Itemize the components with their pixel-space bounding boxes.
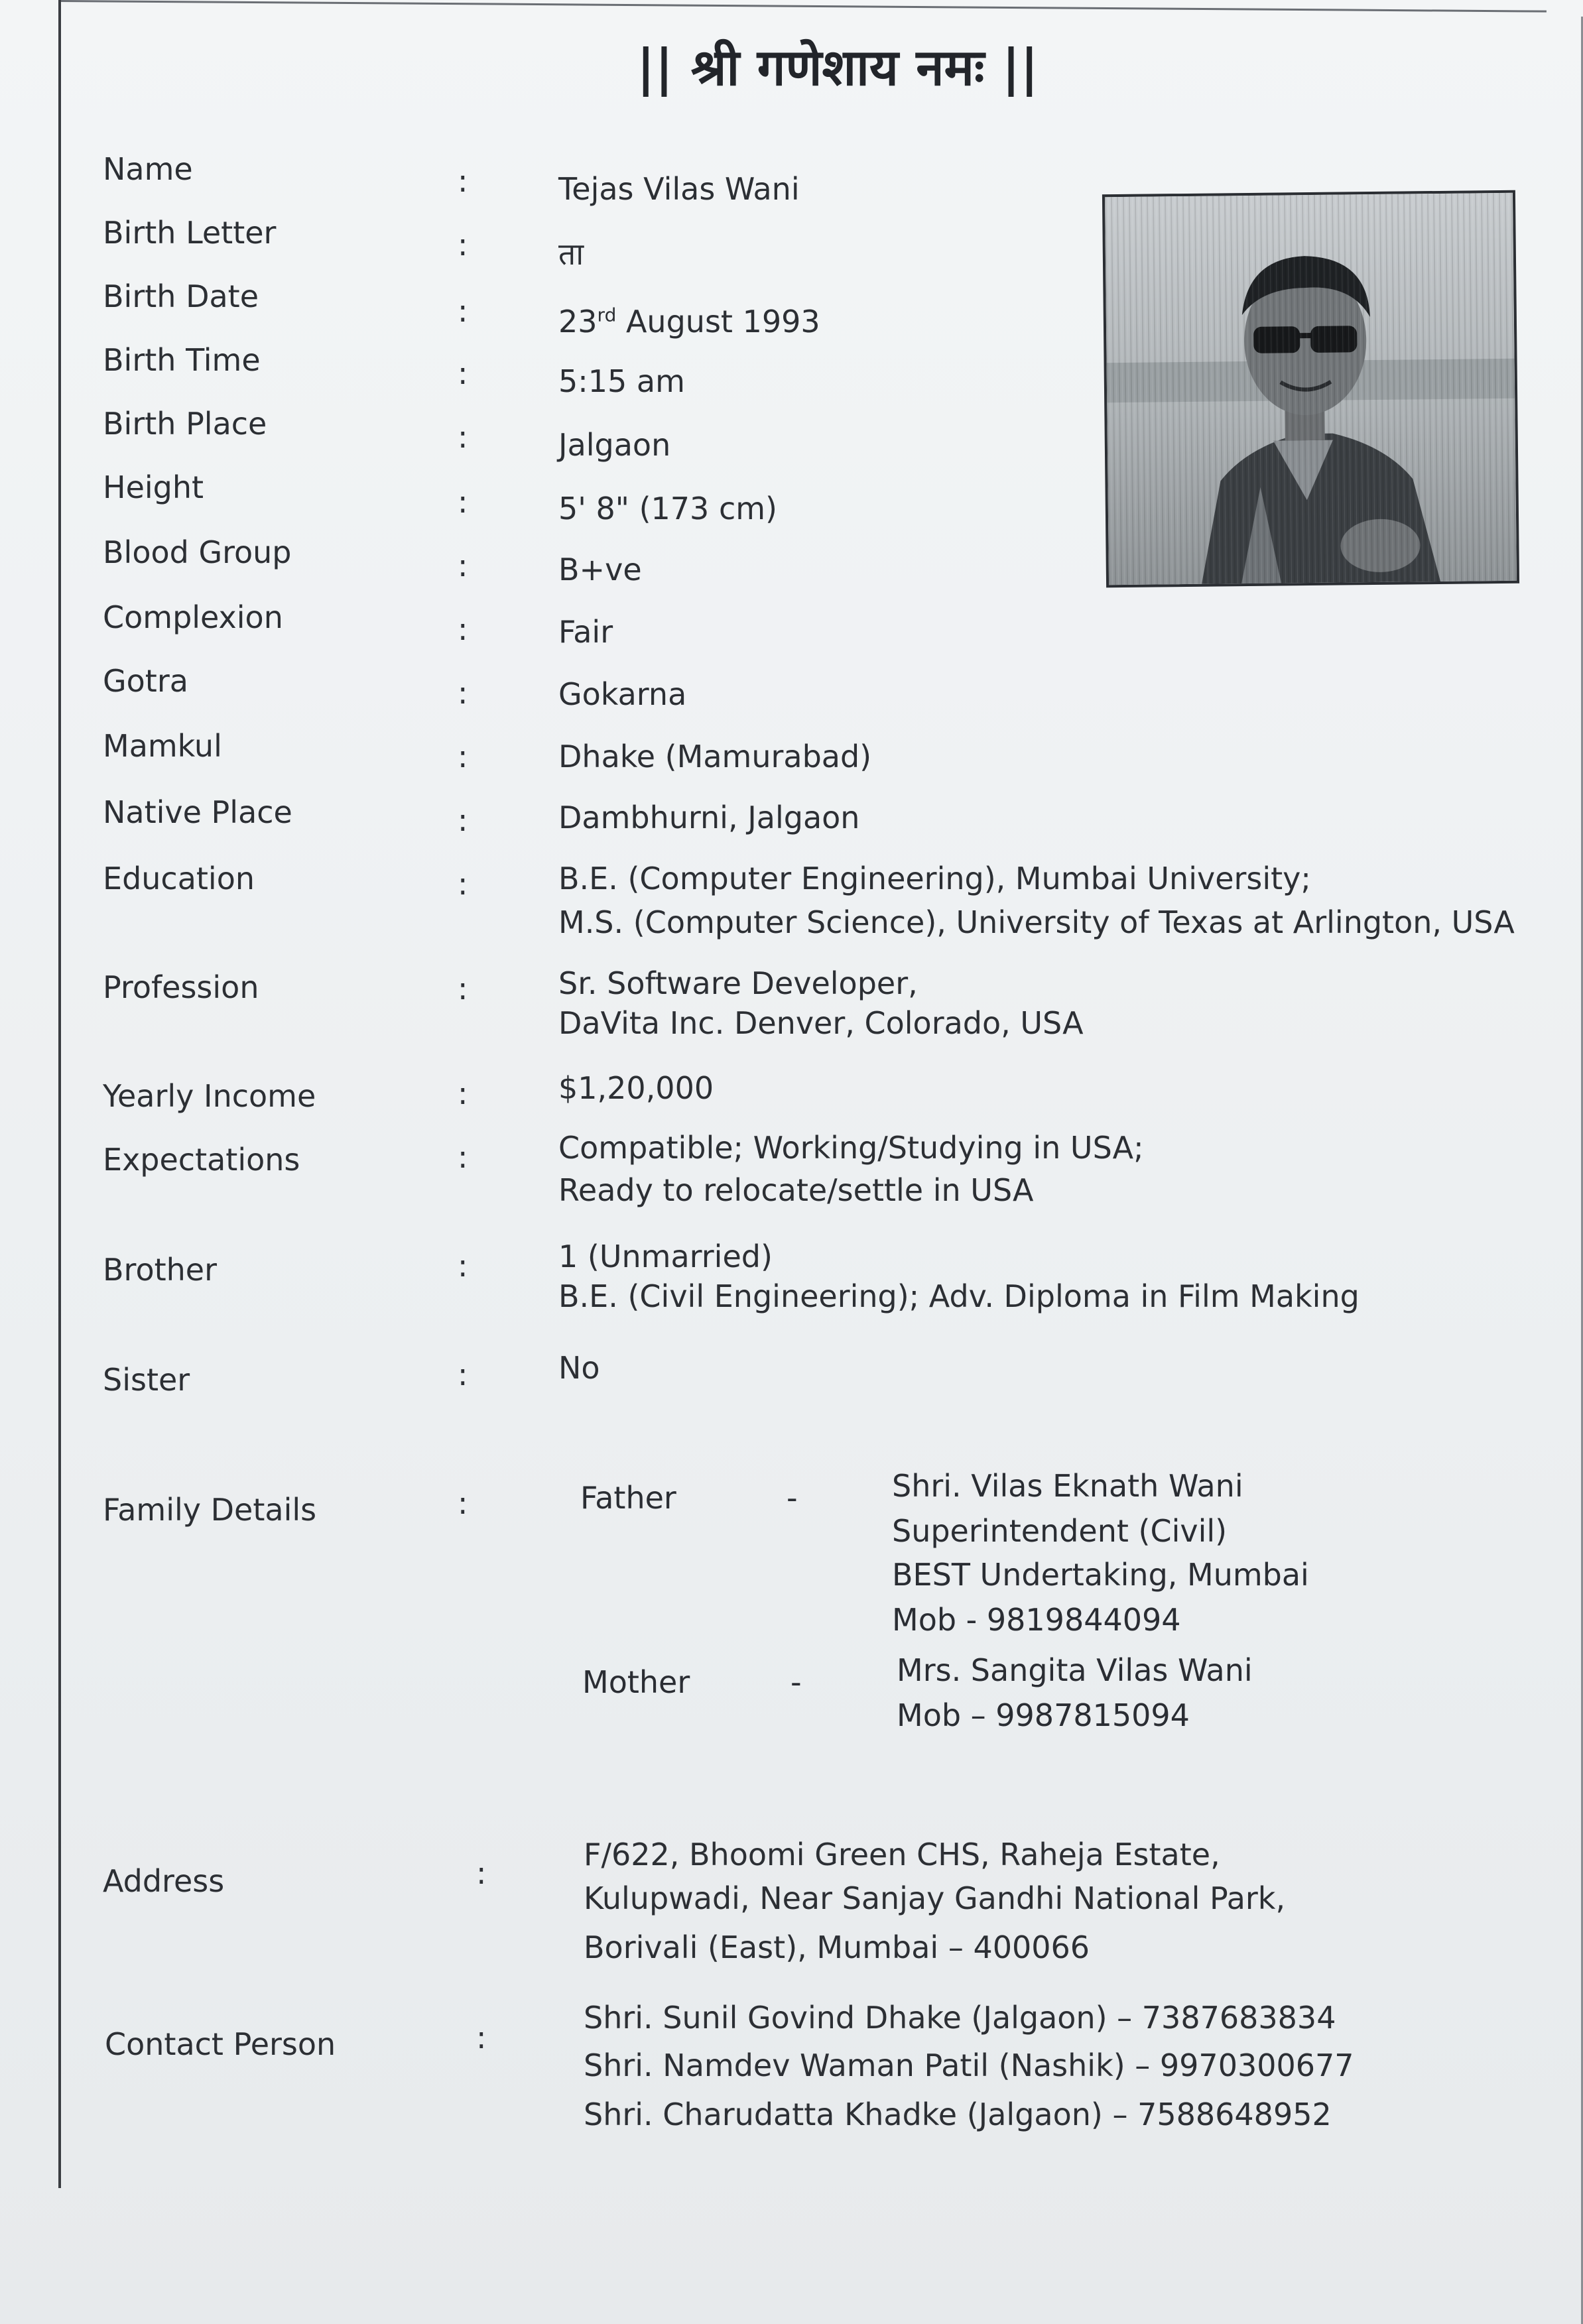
value-mamkul: Dhake (Mamurabad) [558,739,872,774]
value-expectations-line-2: Ready to relocate/settle in USA [558,1172,1034,1208]
label-address: Address [103,1863,225,1899]
colon-yearly-income: : [458,1075,468,1111]
value-expectations-line-1: Compatible; Working/Studying in USA; [558,1130,1144,1166]
label-sister: Sister [103,1362,190,1398]
label-brother: Brother [103,1252,218,1288]
value-brother-line-2: B.E. (Civil Engineering); Adv. Diploma in Film Making [558,1278,1360,1314]
label-birth-time: Birth Time [103,342,261,378]
mother-mobile: Mob – 9987815094 [897,1697,1190,1733]
value-brother-line-1: 1 (Unmarried) [558,1239,773,1274]
label-native-place: Native Place [103,794,292,830]
label-mamkul: Mamkul [103,728,222,764]
label-name: Name [103,151,193,187]
value-yearly-income: $1,20,000 [558,1070,714,1106]
colon-profession: : [458,971,468,1007]
label-profession: Profession [103,969,259,1005]
value-profession-line-1: Sr. Software Developer, [558,965,918,1001]
colon-name: : [458,163,468,199]
value-sister: No [558,1350,600,1386]
colon-birth-time: : [458,355,468,391]
value-birth-place: Jalgaon [558,427,671,463]
profile-photo-image [1105,193,1517,585]
colon-height: : [458,484,468,520]
value-gotra: Gokarna [558,676,687,712]
colon-contact-person: : [476,2020,487,2055]
family-mother-relation: Mother [582,1664,690,1700]
label-birth-letter: Birth Letter [103,215,277,251]
father-mobile: Mob - 9819844094 [892,1602,1181,1638]
value-birth-date [558,300,820,343]
value-name: Tejas Vilas Wani [558,171,800,207]
colon-sister: : [458,1357,468,1392]
colon-blood-group: : [458,548,468,583]
value-blood-group: B+ve [558,552,642,587]
colon-family-details: : [458,1485,468,1521]
label-birth-place: Birth Place [103,406,267,442]
label-family-details: Family Details [103,1492,317,1528]
invocation-heading: || श्री गणेशाय नमः || [637,38,1039,97]
value-birth-time: 5:15 am [558,363,685,399]
father-employer: BEST Undertaking, Mumbai [892,1557,1309,1593]
father-name: Shri. Vilas Eknath Wani [892,1468,1243,1504]
value-profession-line-2: DaVita Inc. Denver, Colorado, USA [558,1005,1084,1041]
birth-month-year: August 1993 [616,304,820,339]
colon-birth-date: : [458,293,468,329]
colon-birth-place: : [458,419,468,455]
value-address-line-3: Borivali (East), Mumbai – 400066 [584,1929,1090,1965]
label-gotra: Gotra [103,663,188,699]
label-yearly-income: Yearly Income [103,1078,316,1114]
colon-expectations: : [458,1139,468,1175]
label-birth-date: Birth Date [103,278,259,314]
father-designation: Superintendent (Civil) [892,1513,1228,1549]
label-blood-group: Blood Group [103,534,292,570]
label-expectations: Expectations [103,1142,300,1178]
colon-mamkul: : [458,739,468,774]
value-education-line-1: B.E. (Computer Engineering), Mumbai University; [558,861,1311,896]
colon-address: : [476,1855,487,1891]
birth-day: 23 [558,304,598,339]
value-native-place: Dambhurni, Jalgaon [558,800,860,835]
colon-complexion: : [458,611,468,647]
value-complexion: Fair [558,614,613,650]
value-address-line-2: Kulupwadi, Near Sanjay Gandhi National Park, [584,1880,1286,1916]
value-address-line-1: F/622, Bhoomi Green CHS, Raheja Estate, [584,1837,1220,1872]
colon-education: : [458,866,468,902]
left-border [58,0,61,2188]
label-contact-person: Contact Person [105,2026,336,2062]
value-birth-letter: ता [558,236,584,272]
family-father-dash: - [787,1480,798,1516]
value-contact-2: Shri. Namdev Waman Patil (Nashik) – 9970300677 [584,2048,1354,2083]
value-contact-3: Shri. Charudatta Khadke (Jalgaon) – 7588648952 [584,2097,1332,2132]
family-mother-dash: - [791,1664,802,1700]
colon-birth-letter: : [458,227,468,263]
colon-native-place: : [458,802,468,838]
label-height: Height [103,469,204,505]
mother-name: Mrs. Sangita Vilas Wani [897,1652,1253,1688]
top-border [61,0,1547,13]
colon-brother: : [458,1248,468,1284]
value-height: 5' 8" (173 cm) [558,491,777,526]
birth-day-suffix: rd [597,304,617,326]
family-father-relation: Father [580,1480,676,1516]
colon-gotra: : [458,675,468,711]
label-complexion: Complexion [103,599,283,635]
value-contact-1: Shri. Sunil Govind Dhake (Jalgaon) – 7387683834 [584,2000,1336,2036]
value-education-line-2: M.S. (Computer Science), University of Texas at Arlington, USA [558,904,1515,940]
profile-photo [1102,190,1519,587]
label-education: Education [103,861,255,896]
